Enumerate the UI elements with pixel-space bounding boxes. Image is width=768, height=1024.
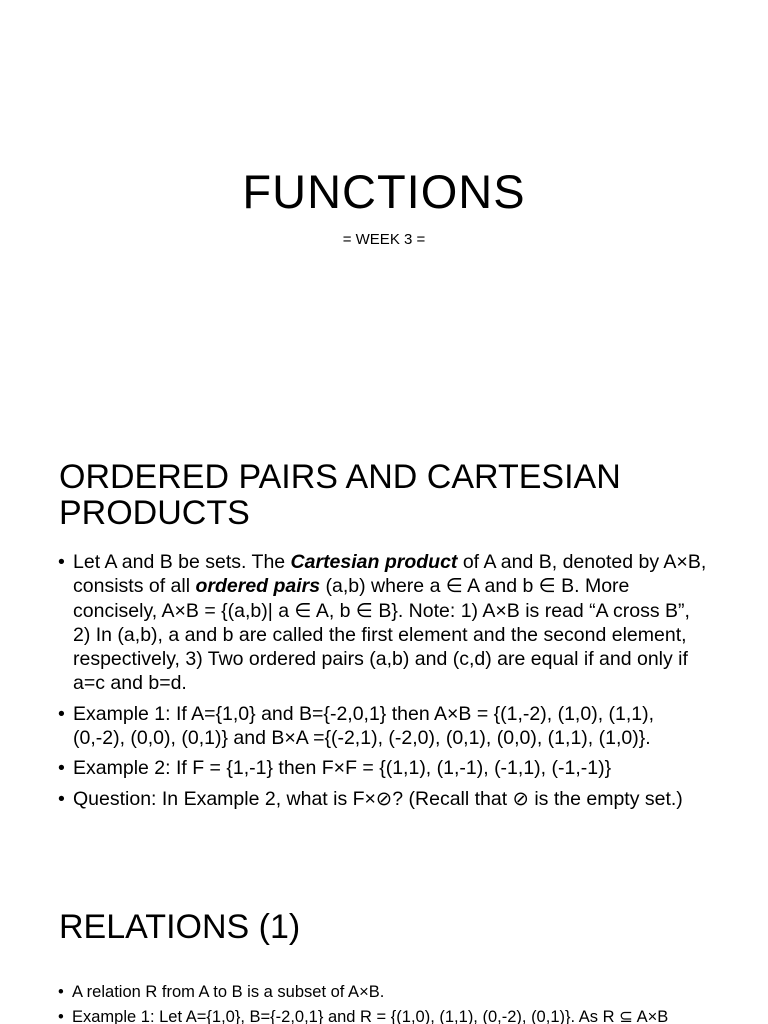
page-title: FUNCTIONS (242, 165, 526, 218)
bullet-text: Example 2: If F = {1,-1} then F×F = {(1,1), (1,-1), (-1,1), (-1,-1)} (73, 757, 612, 780)
bullet-icon: • (58, 702, 65, 725)
bullet-list (58, 981, 738, 1024)
bullet-icon: • (58, 983, 64, 1001)
bullet-text: Example 1: If A={1,0} and B={-2,0,1} then A×B = {(1,-2), (1,0), (1,1), (0,-2), (0,0), (0,1)} and B×A ={(-2,1), (-2,0), (0,1), (0,0), (1,1), (1,0)}. (73, 702, 655, 750)
list-item (58, 981, 738, 1003)
emphasis-term: ordered pairs (195, 575, 321, 598)
bullet-text: Example 1: Let A={1,0}, B={-2,0,1} and R = {(1,0), (1,1), (0,-2), (0,1)}. As R ⊆ A×B (72, 1008, 669, 1024)
bullet-list (58, 550, 708, 817)
bullet-text-part: of A and B, denoted by A×B, consists of all (73, 551, 707, 598)
list-item (58, 756, 708, 780)
bullet-text-part: (a,b) where a ∈ A and b ∈ B. More concisely, A×B = {(a,b)| a ∈ A, b ∈ B}. Note: 1) A×B is read “A cross B”, 2) In (a,b), a and b are called the first element and the second element, respectively, 3) Two ordered pairs (a,b) and (c,d) are equal if and only if a=c and b=d. (73, 575, 690, 695)
bullet-text-part: Let A and B be sets. The (73, 551, 291, 573)
bullet-icon: • (58, 1008, 64, 1024)
list-item (58, 1006, 738, 1024)
emphasis-term: Cartesian product (290, 551, 458, 573)
bullet-icon: • (58, 551, 65, 573)
bullet-text: Question: In Example 2, what is F×⊘? (Recall that ⊘ is the empty set.) (73, 787, 683, 810)
section-title-relations: RELATIONS (1) (59, 908, 301, 946)
page-subtitle: = WEEK 3 = (342, 231, 426, 248)
section-title-line-1: ORDERED PAIRS AND CARTESIAN (59, 458, 621, 496)
section-title-line-2: PRODUCTS (59, 494, 250, 532)
bullet-text: A relation R from A to B is a subset of A×B. (72, 983, 385, 1001)
ordered-pairs-slide (0, 455, 768, 875)
section-title-ordered-pairs (59, 459, 739, 531)
bullet-icon: • (58, 757, 65, 780)
title-slide (0, 0, 768, 420)
bullet-icon: • (58, 787, 65, 810)
list-item (58, 550, 708, 696)
relations-slide (0, 905, 768, 1024)
list-item (58, 787, 708, 811)
list-item (58, 702, 708, 751)
